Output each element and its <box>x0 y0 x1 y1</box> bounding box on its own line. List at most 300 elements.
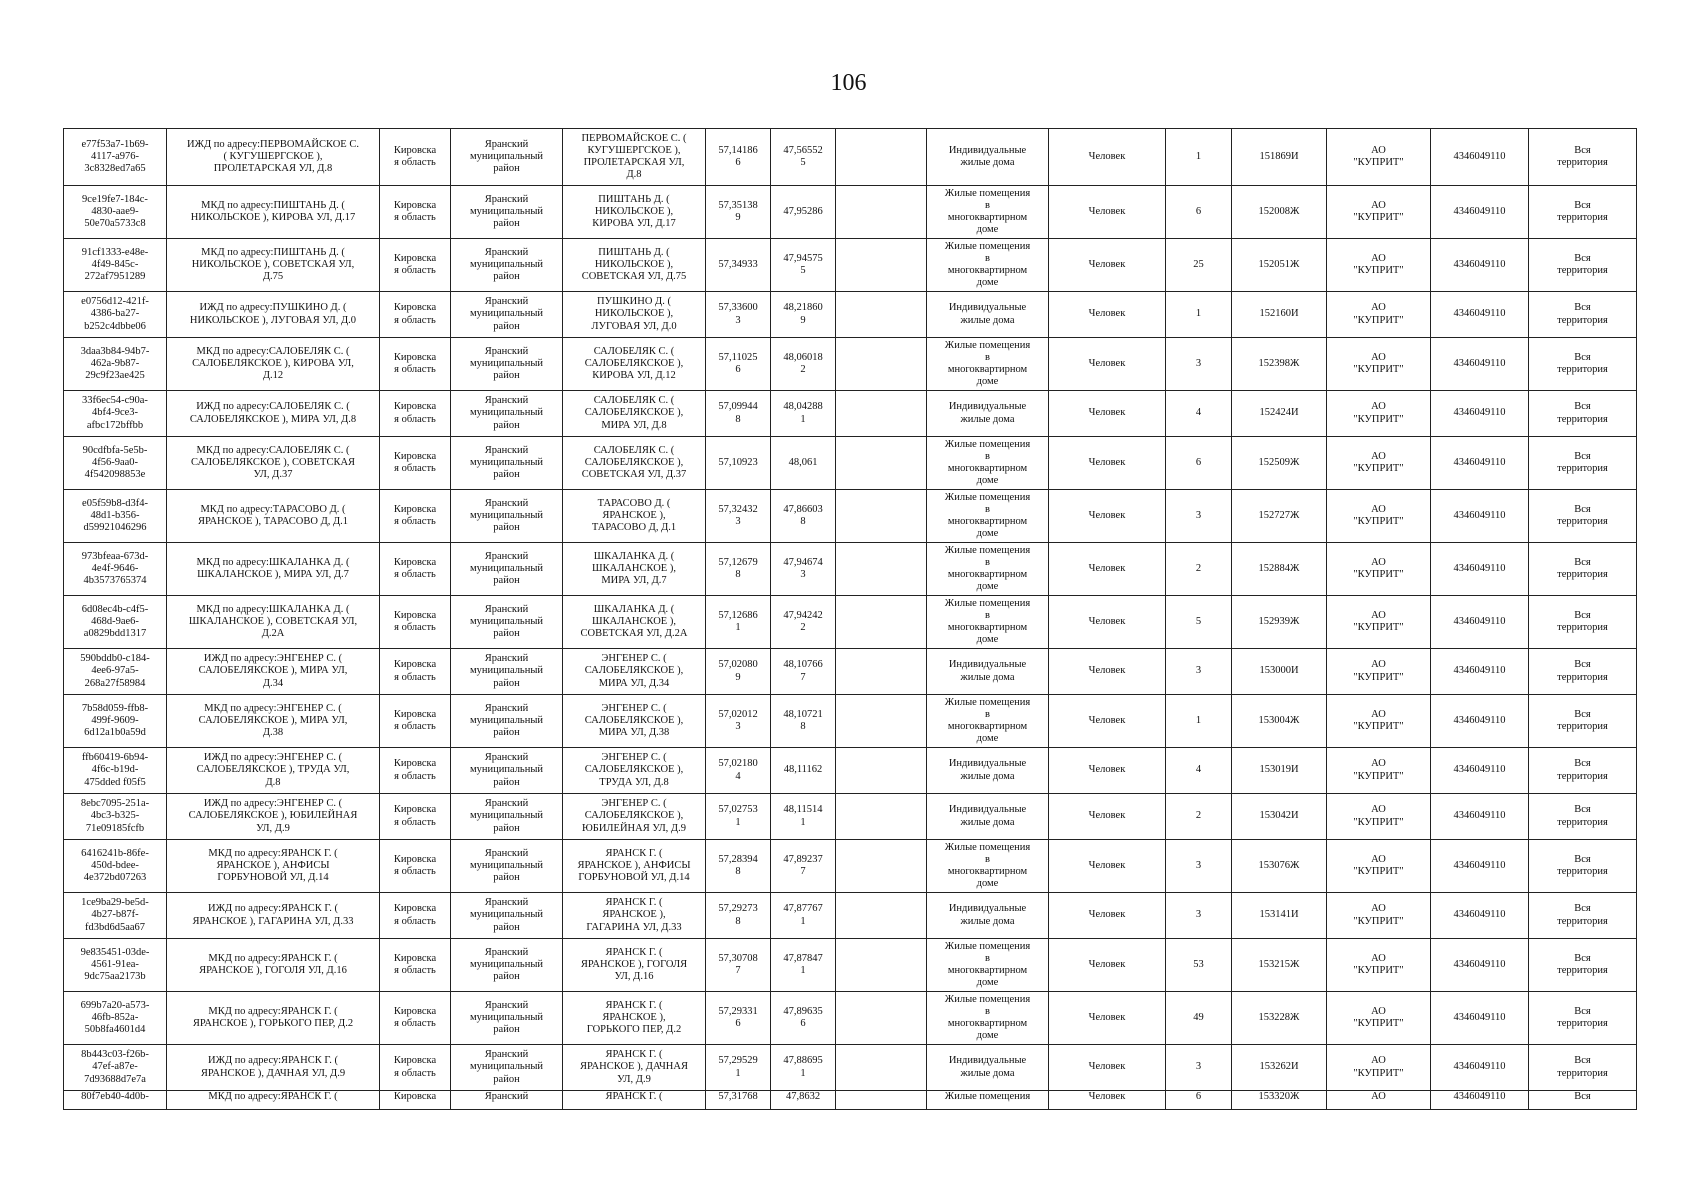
cell-id: 33f6ec54-c90a- 4bf4-9ce3- afbc172bffbb <box>64 391 167 437</box>
cell-type: Жилые помещения в многоквартирном доме <box>927 239 1049 292</box>
cell-type: Жилые помещения в многоквартирном доме <box>927 939 1049 992</box>
table-row <box>64 840 1637 893</box>
cell-code: 153228Ж <box>1232 992 1327 1045</box>
cell-lat: 57,28394 8 <box>706 840 771 893</box>
cell-inn: 4346049110 <box>1431 292 1529 338</box>
cell-name: МКД по адресу:ЯРАНСК Г. ( ЯРАНСКОЕ ), АНФИСЫ ГОРБУНОВОЙ УЛ, Д.14 <box>167 840 380 893</box>
cell-unit: Человек <box>1049 596 1166 649</box>
cell-address: ЯРАНСК Г. ( ЯРАНСКОЕ ), ГОГОЛЯ УЛ, Д.16 <box>563 939 706 992</box>
cell-id: e77f53a7-1b69- 4117-a976- 3c8328ed7a65 <box>64 129 167 186</box>
cell-empty <box>836 794 927 840</box>
cell-id: 9ce19fe7-184c- 4830-aae9- 50e70a5733c8 <box>64 186 167 239</box>
cell-lat: 57,35138 9 <box>706 186 771 239</box>
cell-district: Яранский муниципальный район <box>451 1045 563 1091</box>
cell-org: АО "КУПРИТ" <box>1327 186 1431 239</box>
cell-terr: Вся территория <box>1529 543 1637 596</box>
cell-empty <box>836 695 927 748</box>
cell-region: Кировска я область <box>380 186 451 239</box>
cell-lon: 47,94575 5 <box>771 239 836 292</box>
cell-terr: Вся территория <box>1529 992 1637 1045</box>
cell-count: 4 <box>1166 748 1232 794</box>
cell-lat: 57,09944 8 <box>706 391 771 437</box>
cell-id: 1ce9ba29-be5d- 4b27-b87f- fd3bd6d5aa67 <box>64 893 167 939</box>
cell-address: ТАРАСОВО Д. ( ЯРАНСКОЕ ), ТАРАСОВО Д, Д.1 <box>563 490 706 543</box>
cell-region: Кировска я область <box>380 129 451 186</box>
cell-district: Яранский муниципальный район <box>451 840 563 893</box>
cell-type: Жилые помещения в многоквартирном доме <box>927 338 1049 391</box>
cell-empty <box>836 239 927 292</box>
cell-code: 152051Ж <box>1232 239 1327 292</box>
cell-code: 153262И <box>1232 1045 1327 1091</box>
cell-lon: 47,88695 1 <box>771 1045 836 1091</box>
cell-terr: Вся территория <box>1529 649 1637 695</box>
cell-count: 6 <box>1166 437 1232 490</box>
cell-empty <box>836 596 927 649</box>
cell-district: Яранский муниципальный район <box>451 129 563 186</box>
cell-org: АО "КУПРИТ" <box>1327 596 1431 649</box>
cell-district: Яранский муниципальный район <box>451 292 563 338</box>
cell-address: ПУШКИНО Д. ( НИКОЛЬСКОЕ ), ЛУГОВАЯ УЛ, Д.0 <box>563 292 706 338</box>
registry-table-body <box>64 129 1637 1110</box>
cell-name: ИЖД по адресу:ЯРАНСК Г. ( ЯРАНСКОЕ ), ДАЧНАЯ УЛ, Д.9 <box>167 1045 380 1091</box>
table-row <box>64 391 1637 437</box>
cell-org: АО <box>1327 1091 1431 1110</box>
cell-type: Индивидуальные жилые дома <box>927 1045 1049 1091</box>
cell-inn: 4346049110 <box>1431 129 1529 186</box>
cell-address: ШКАЛАНКА Д. ( ШКАЛАНСКОЕ ), СОВЕТСКАЯ УЛ, Д.2А <box>563 596 706 649</box>
cell-region: Кировска я область <box>380 840 451 893</box>
cell-terr: Вся территория <box>1529 893 1637 939</box>
cell-org: АО "КУПРИТ" <box>1327 893 1431 939</box>
cell-name: ИЖД по адресу:ЭНГЕНЕР С. ( САЛОБЕЛЯКСКОЕ ), ТРУДА УЛ, Д.8 <box>167 748 380 794</box>
cell-id: 8b443c03-f26b- 47ef-a87e- 7d93688d7e7a <box>64 1045 167 1091</box>
cell-unit: Человек <box>1049 490 1166 543</box>
cell-name: МКД по адресу:ЯРАНСК Г. ( ЯРАНСКОЕ ), ГОРЬКОГО ПЕР, Д.2 <box>167 992 380 1045</box>
cell-lat: 57,12679 8 <box>706 543 771 596</box>
cell-name: ИЖД по адресу:ЭНГЕНЕР С. ( САЛОБЕЛЯКСКОЕ ), ЮБИЛЕЙНАЯ УЛ, Д.9 <box>167 794 380 840</box>
cell-inn: 4346049110 <box>1431 490 1529 543</box>
cell-org: АО "КУПРИТ" <box>1327 543 1431 596</box>
cell-lat: 57,02753 1 <box>706 794 771 840</box>
cell-unit: Человек <box>1049 239 1166 292</box>
table-row <box>64 338 1637 391</box>
cell-count: 6 <box>1166 1091 1232 1110</box>
cell-district: Яранский муниципальный район <box>451 391 563 437</box>
cell-unit: Человек <box>1049 649 1166 695</box>
cell-count: 2 <box>1166 794 1232 840</box>
cell-unit: Человек <box>1049 695 1166 748</box>
cell-address: ЭНГЕНЕР С. ( САЛОБЕЛЯКСКОЕ ), МИРА УЛ, Д.34 <box>563 649 706 695</box>
cell-lat: 57,12686 1 <box>706 596 771 649</box>
cell-id: 91cf1333-e48e- 4f49-845c- 272af7951289 <box>64 239 167 292</box>
cell-count: 3 <box>1166 490 1232 543</box>
cell-empty <box>836 1045 927 1091</box>
cell-org: АО "КУПРИТ" <box>1327 391 1431 437</box>
cell-code: 152727Ж <box>1232 490 1327 543</box>
cell-count: 1 <box>1166 292 1232 338</box>
cell-count: 4 <box>1166 391 1232 437</box>
cell-count: 2 <box>1166 543 1232 596</box>
cell-inn: 4346049110 <box>1431 695 1529 748</box>
cell-lon: 47,87847 1 <box>771 939 836 992</box>
cell-inn: 4346049110 <box>1431 748 1529 794</box>
cell-code: 152008Ж <box>1232 186 1327 239</box>
cell-lon: 47,87767 1 <box>771 893 836 939</box>
cell-count: 49 <box>1166 992 1232 1045</box>
cell-address: САЛОБЕЛЯК С. ( САЛОБЕЛЯКСКОЕ ), МИРА УЛ, Д.8 <box>563 391 706 437</box>
cell-terr: Вся территория <box>1529 840 1637 893</box>
cell-region: Кировска я область <box>380 939 451 992</box>
cell-address: ЯРАНСК Г. ( ЯРАНСКОЕ ), ГОРЬКОГО ПЕР, Д.2 <box>563 992 706 1045</box>
cell-lat: 57,02180 4 <box>706 748 771 794</box>
cell-address: ЭНГЕНЕР С. ( САЛОБЕЛЯКСКОЕ ), МИРА УЛ, Д.38 <box>563 695 706 748</box>
cell-lat: 57,32432 3 <box>706 490 771 543</box>
cell-address: ЯРАНСК Г. ( ЯРАНСКОЕ ), ГАГАРИНА УЛ, Д.33 <box>563 893 706 939</box>
page-number: 106 <box>830 70 867 96</box>
cell-name: ИЖД по адресу:ЭНГЕНЕР С. ( САЛОБЕЛЯКСКОЕ ), МИРА УЛ, Д.34 <box>167 649 380 695</box>
cell-terr: Вся территория <box>1529 129 1637 186</box>
cell-type: Жилые помещения в многоквартирном доме <box>927 992 1049 1045</box>
table-row <box>64 794 1637 840</box>
cell-empty <box>836 939 927 992</box>
cell-id: 699b7a20-a573- 46fb-852a- 50b8fa4601d4 <box>64 992 167 1045</box>
cell-count: 3 <box>1166 338 1232 391</box>
cell-inn: 4346049110 <box>1431 239 1529 292</box>
cell-id: 90cdfbfa-5e5b- 4f56-9aa0- 4f542098853e <box>64 437 167 490</box>
cell-lon: 47,8632 <box>771 1091 836 1110</box>
cell-empty <box>836 992 927 1045</box>
cell-unit: Человек <box>1049 1091 1166 1110</box>
cell-inn: 4346049110 <box>1431 840 1529 893</box>
cell-region: Кировска я область <box>380 490 451 543</box>
cell-district: Яранский муниципальный район <box>451 992 563 1045</box>
cell-region: Кировска я область <box>380 437 451 490</box>
cell-count: 53 <box>1166 939 1232 992</box>
cell-type: Индивидуальные жилые дома <box>927 893 1049 939</box>
table-row <box>64 543 1637 596</box>
cell-name: МКД по адресу:ТАРАСОВО Д. ( ЯРАНСКОЕ ), ТАРАСОВО Д, Д.1 <box>167 490 380 543</box>
cell-count: 25 <box>1166 239 1232 292</box>
cell-type: Жилые помещения <box>927 1091 1049 1110</box>
cell-org: АО "КУПРИТ" <box>1327 649 1431 695</box>
cell-address: ПИШТАНЬ Д. ( НИКОЛЬСКОЕ ), СОВЕТСКАЯ УЛ, Д.75 <box>563 239 706 292</box>
cell-address: ПИШТАНЬ Д. ( НИКОЛЬСКОЕ ), КИРОВА УЛ, Д.17 <box>563 186 706 239</box>
cell-lat: 57,02080 9 <box>706 649 771 695</box>
cell-org: АО "КУПРИТ" <box>1327 992 1431 1045</box>
cell-inn: 4346049110 <box>1431 186 1529 239</box>
cell-lon: 48,061 <box>771 437 836 490</box>
cell-id: 590bddb0-c184- 4ee6-97a5- 268a27f58984 <box>64 649 167 695</box>
cell-code: 153076Ж <box>1232 840 1327 893</box>
cell-unit: Человек <box>1049 391 1166 437</box>
cell-org: АО "КУПРИТ" <box>1327 490 1431 543</box>
cell-address: ЭНГЕНЕР С. ( САЛОБЕЛЯКСКОЕ ), ЮБИЛЕЙНАЯ УЛ, Д.9 <box>563 794 706 840</box>
cell-name: МКД по адресу:ПИШТАНЬ Д. ( НИКОЛЬСКОЕ ), СОВЕТСКАЯ УЛ, Д.75 <box>167 239 380 292</box>
cell-count: 3 <box>1166 840 1232 893</box>
cell-district: Яранский муниципальный район <box>451 543 563 596</box>
cell-name: МКД по адресу:САЛОБЕЛЯК С. ( САЛОБЕЛЯКСКОЕ ), КИРОВА УЛ, Д.12 <box>167 338 380 391</box>
cell-unit: Человек <box>1049 992 1166 1045</box>
cell-count: 1 <box>1166 129 1232 186</box>
cell-type: Жилые помещения в многоквартирном доме <box>927 543 1049 596</box>
cell-type: Индивидуальные жилые дома <box>927 794 1049 840</box>
cell-empty <box>836 1091 927 1110</box>
cell-empty <box>836 338 927 391</box>
cell-region: Кировска я область <box>380 1045 451 1091</box>
cell-lon: 47,94674 3 <box>771 543 836 596</box>
cell-count: 3 <box>1166 649 1232 695</box>
cell-code: 153141И <box>1232 893 1327 939</box>
cell-lon: 48,04288 1 <box>771 391 836 437</box>
cell-region: Кировска <box>380 1091 451 1110</box>
table-row <box>64 292 1637 338</box>
cell-unit: Человек <box>1049 1045 1166 1091</box>
cell-address: ЯРАНСК Г. ( ЯРАНСКОЕ ), АНФИСЫ ГОРБУНОВОЙ УЛ, Д.14 <box>563 840 706 893</box>
cell-terr: Вся территория <box>1529 239 1637 292</box>
cell-id: 8ebc7095-251a- 4bc3-b325- 71e09185fcfb <box>64 794 167 840</box>
table-row <box>64 1091 1637 1110</box>
cell-id: e05f59b8-d3f4- 48d1-b356- d59921046296 <box>64 490 167 543</box>
cell-org: АО "КУПРИТ" <box>1327 129 1431 186</box>
cell-region: Кировска я область <box>380 239 451 292</box>
cell-type: Жилые помещения в многоквартирном доме <box>927 437 1049 490</box>
cell-empty <box>836 893 927 939</box>
cell-count: 3 <box>1166 1045 1232 1091</box>
cell-unit: Человек <box>1049 893 1166 939</box>
cell-terr: Вся территория <box>1529 490 1637 543</box>
cell-district: Яранский муниципальный район <box>451 794 563 840</box>
cell-district: Яранский <box>451 1091 563 1110</box>
cell-code: 152160И <box>1232 292 1327 338</box>
cell-empty <box>836 649 927 695</box>
cell-inn: 4346049110 <box>1431 1091 1529 1110</box>
cell-terr: Вся территория <box>1529 748 1637 794</box>
table-row <box>64 695 1637 748</box>
table-row <box>64 939 1637 992</box>
cell-region: Кировска я область <box>380 543 451 596</box>
cell-name: МКД по адресу:ШКАЛАНКА Д. ( ШКАЛАНСКОЕ ), СОВЕТСКАЯ УЛ, Д.2А <box>167 596 380 649</box>
cell-region: Кировска я область <box>380 992 451 1045</box>
cell-inn: 4346049110 <box>1431 649 1529 695</box>
cell-district: Яранский муниципальный район <box>451 490 563 543</box>
cell-type: Жилые помещения в многоквартирном доме <box>927 840 1049 893</box>
table-row <box>64 1045 1637 1091</box>
cell-address: САЛОБЕЛЯК С. ( САЛОБЕЛЯКСКОЕ ), СОВЕТСКАЯ УЛ, Д.37 <box>563 437 706 490</box>
cell-code: 152884Ж <box>1232 543 1327 596</box>
cell-inn: 4346049110 <box>1431 794 1529 840</box>
cell-address: ШКАЛАНКА Д. ( ШКАЛАНСКОЕ ), МИРА УЛ, Д.7 <box>563 543 706 596</box>
cell-org: АО "КУПРИТ" <box>1327 748 1431 794</box>
cell-empty <box>836 292 927 338</box>
cell-id: 6416241b-86fe- 450d-bdee- 4e372bd07263 <box>64 840 167 893</box>
cell-empty <box>836 391 927 437</box>
cell-district: Яранский муниципальный район <box>451 695 563 748</box>
cell-lat: 57,31768 <box>706 1091 771 1110</box>
cell-unit: Человек <box>1049 292 1166 338</box>
cell-org: АО "КУПРИТ" <box>1327 292 1431 338</box>
cell-lon: 48,21860 9 <box>771 292 836 338</box>
cell-type: Индивидуальные жилые дома <box>927 391 1049 437</box>
cell-lat: 57,11025 6 <box>706 338 771 391</box>
cell-terr: Вся территория <box>1529 596 1637 649</box>
cell-code: 153004Ж <box>1232 695 1327 748</box>
cell-empty <box>836 490 927 543</box>
cell-empty <box>836 543 927 596</box>
cell-lat: 57,29331 6 <box>706 992 771 1045</box>
cell-name: МКД по адресу:ПИШТАНЬ Д. ( НИКОЛЬСКОЕ ), КИРОВА УЛ, Д.17 <box>167 186 380 239</box>
cell-type: Жилые помещения в многоквартирном доме <box>927 695 1049 748</box>
cell-terr: Вся территория <box>1529 292 1637 338</box>
cell-district: Яранский муниципальный район <box>451 437 563 490</box>
cell-district: Яранский муниципальный район <box>451 939 563 992</box>
cell-name: ИЖД по адресу:ПЕРВОМАЙСКОЕ С. ( КУГУШЕРГСКОЕ ), ПРОЛЕТАРСКАЯ УЛ, Д.8 <box>167 129 380 186</box>
cell-count: 3 <box>1166 893 1232 939</box>
cell-type: Индивидуальные жилые дома <box>927 129 1049 186</box>
cell-region: Кировска я область <box>380 649 451 695</box>
cell-org: АО "КУПРИТ" <box>1327 239 1431 292</box>
cell-type: Жилые помещения в многоквартирном доме <box>927 490 1049 543</box>
cell-unit: Человек <box>1049 186 1166 239</box>
cell-district: Яранский муниципальный район <box>451 596 563 649</box>
cell-lon: 47,95286 <box>771 186 836 239</box>
cell-district: Яранский муниципальный район <box>451 186 563 239</box>
table-row <box>64 893 1637 939</box>
cell-count: 6 <box>1166 186 1232 239</box>
cell-unit: Человек <box>1049 939 1166 992</box>
table-row <box>64 490 1637 543</box>
cell-org: АО "КУПРИТ" <box>1327 695 1431 748</box>
cell-empty <box>836 186 927 239</box>
registry-table <box>63 128 1637 1110</box>
cell-lon: 48,06018 2 <box>771 338 836 391</box>
cell-id: 9e835451-03de- 4561-91ea- 9dc75aa2173b <box>64 939 167 992</box>
cell-address: ПЕРВОМАЙСКОЕ С. ( КУГУШЕРГСКОЕ ), ПРОЛЕТАРСКАЯ УЛ, Д.8 <box>563 129 706 186</box>
cell-region: Кировска я область <box>380 695 451 748</box>
cell-inn: 4346049110 <box>1431 939 1529 992</box>
cell-name: МКД по адресу:ШКАЛАНКА Д. ( ШКАЛАНСКОЕ ), МИРА УЛ, Д.7 <box>167 543 380 596</box>
cell-type: Индивидуальные жилые дома <box>927 748 1049 794</box>
cell-id: e0756d12-421f- 4386-ba27- b252c4dbbe06 <box>64 292 167 338</box>
cell-lat: 57,33600 3 <box>706 292 771 338</box>
cell-lat: 57,29529 1 <box>706 1045 771 1091</box>
cell-inn: 4346049110 <box>1431 1045 1529 1091</box>
cell-lon: 48,10721 8 <box>771 695 836 748</box>
table-row <box>64 992 1637 1045</box>
cell-org: АО "КУПРИТ" <box>1327 338 1431 391</box>
table-row <box>64 649 1637 695</box>
cell-org: АО "КУПРИТ" <box>1327 840 1431 893</box>
cell-type: Индивидуальные жилые дома <box>927 292 1049 338</box>
cell-region: Кировска я область <box>380 893 451 939</box>
cell-count: 5 <box>1166 596 1232 649</box>
cell-id: 6d08ec4b-c4f5- 468d-9ae6- a0829bdd1317 <box>64 596 167 649</box>
cell-empty <box>836 840 927 893</box>
cell-lat: 57,02012 3 <box>706 695 771 748</box>
cell-inn: 4346049110 <box>1431 893 1529 939</box>
cell-type: Жилые помещения в многоквартирном доме <box>927 596 1049 649</box>
cell-lat: 57,10923 <box>706 437 771 490</box>
cell-id: ffb60419-6b94- 4f6c-b19d- 475dded f05f5 <box>64 748 167 794</box>
cell-lon: 48,11514 1 <box>771 794 836 840</box>
cell-code: 153215Ж <box>1232 939 1327 992</box>
cell-type: Индивидуальные жилые дома <box>927 649 1049 695</box>
table-row <box>64 437 1637 490</box>
cell-region: Кировска я область <box>380 338 451 391</box>
cell-code: 153042И <box>1232 794 1327 840</box>
cell-district: Яранский муниципальный район <box>451 239 563 292</box>
cell-id: 80f7eb40-4d0b- <box>64 1091 167 1110</box>
cell-address: ЯРАНСК Г. ( <box>563 1091 706 1110</box>
cell-lat: 57,29273 8 <box>706 893 771 939</box>
cell-unit: Человек <box>1049 129 1166 186</box>
cell-lon: 48,10766 7 <box>771 649 836 695</box>
cell-lon: 47,89237 7 <box>771 840 836 893</box>
cell-region: Кировска я область <box>380 391 451 437</box>
cell-unit: Человек <box>1049 840 1166 893</box>
cell-code: 152939Ж <box>1232 596 1327 649</box>
cell-unit: Человек <box>1049 748 1166 794</box>
cell-lat: 57,14186 6 <box>706 129 771 186</box>
cell-org: АО "КУПРИТ" <box>1327 1045 1431 1091</box>
cell-empty <box>836 437 927 490</box>
cell-address: ЯРАНСК Г. ( ЯРАНСКОЕ ), ДАЧНАЯ УЛ, Д.9 <box>563 1045 706 1091</box>
cell-address: ЭНГЕНЕР С. ( САЛОБЕЛЯКСКОЕ ), ТРУДА УЛ, Д.8 <box>563 748 706 794</box>
cell-id: 973bfeaa-673d- 4e4f-9646- 4b3573765374 <box>64 543 167 596</box>
cell-empty <box>836 129 927 186</box>
cell-lon: 47,86603 8 <box>771 490 836 543</box>
cell-inn: 4346049110 <box>1431 543 1529 596</box>
cell-code: 153000И <box>1232 649 1327 695</box>
cell-name: ИЖД по адресу:ЯРАНСК Г. ( ЯРАНСКОЕ ), ГАГАРИНА УЛ, Д.33 <box>167 893 380 939</box>
cell-terr: Вся территория <box>1529 1045 1637 1091</box>
cell-unit: Человек <box>1049 794 1166 840</box>
cell-name: МКД по адресу:САЛОБЕЛЯК С. ( САЛОБЕЛЯКСКОЕ ), СОВЕТСКАЯ УЛ, Д.37 <box>167 437 380 490</box>
table-row <box>64 129 1637 186</box>
cell-address: САЛОБЕЛЯК С. ( САЛОБЕЛЯКСКОЕ ), КИРОВА УЛ, Д.12 <box>563 338 706 391</box>
table-row <box>64 748 1637 794</box>
cell-unit: Человек <box>1049 543 1166 596</box>
cell-terr: Вся территория <box>1529 695 1637 748</box>
table-row <box>64 186 1637 239</box>
cell-district: Яранский муниципальный район <box>451 649 563 695</box>
cell-code: 152509Ж <box>1232 437 1327 490</box>
cell-code: 152424И <box>1232 391 1327 437</box>
cell-region: Кировска я область <box>380 596 451 649</box>
cell-terr: Вся территория <box>1529 437 1637 490</box>
cell-terr: Вся территория <box>1529 939 1637 992</box>
cell-name: ИЖД по адресу:ПУШКИНО Д. ( НИКОЛЬСКОЕ ), ЛУГОВАЯ УЛ, Д.0 <box>167 292 380 338</box>
cell-empty <box>836 748 927 794</box>
cell-lon: 47,89635 6 <box>771 992 836 1045</box>
cell-org: АО "КУПРИТ" <box>1327 939 1431 992</box>
table-row <box>64 596 1637 649</box>
cell-lat: 57,30708 7 <box>706 939 771 992</box>
cell-lon: 48,11162 <box>771 748 836 794</box>
cell-code: 153320Ж <box>1232 1091 1327 1110</box>
cell-name: МКД по адресу:ЯРАНСК Г. ( <box>167 1091 380 1110</box>
cell-inn: 4346049110 <box>1431 338 1529 391</box>
cell-region: Кировска я область <box>380 794 451 840</box>
cell-terr: Вся территория <box>1529 186 1637 239</box>
cell-org: АО "КУПРИТ" <box>1327 794 1431 840</box>
cell-name: МКД по адресу:ЯРАНСК Г. ( ЯРАНСКОЕ ), ГОГОЛЯ УЛ, Д.16 <box>167 939 380 992</box>
cell-district: Яранский муниципальный район <box>451 338 563 391</box>
cell-inn: 4346049110 <box>1431 596 1529 649</box>
cell-id: 7b58d059-ffb8- 499f-9609- 6d12a1b0a59d <box>64 695 167 748</box>
cell-unit: Человек <box>1049 338 1166 391</box>
cell-code: 152398Ж <box>1232 338 1327 391</box>
cell-inn: 4346049110 <box>1431 992 1529 1045</box>
